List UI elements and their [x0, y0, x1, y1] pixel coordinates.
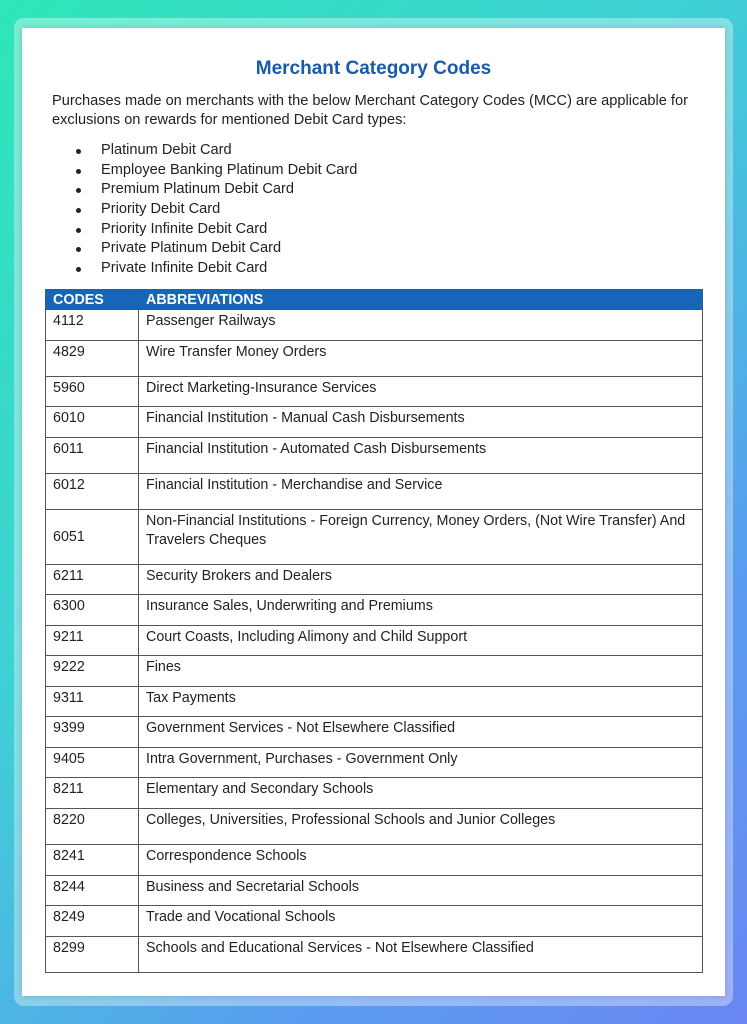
abbreviation-cell: Government Services - Not Elsewhere Classified: [139, 717, 703, 748]
abbreviation-cell: Court Coasts, Including Alimony and Child Support: [139, 626, 703, 656]
code-cell: 9405: [46, 748, 139, 778]
abbreviation-cell: Tax Payments: [139, 687, 703, 717]
code-cell: 6010: [46, 407, 139, 438]
table-row: [46, 876, 703, 906]
code-cell: 6211: [46, 565, 139, 595]
code-cell: 6051: [46, 510, 139, 565]
table-row: [46, 377, 703, 407]
table-row: [46, 937, 703, 973]
header-abbreviations: ABBREVIATIONS: [139, 290, 703, 310]
code-cell: 9211: [46, 626, 139, 656]
list-item: Private Infinite Debit Card: [52, 259, 357, 279]
code-cell: 8220: [46, 809, 139, 845]
table-row: [46, 717, 703, 748]
abbreviation-cell: Business and Secretarial Schools: [139, 876, 703, 906]
table-row: [46, 845, 703, 876]
list-item: Employee Banking Platinum Debit Card: [52, 161, 357, 181]
abbreviation-cell: Wire Transfer Money Orders: [139, 341, 703, 377]
code-cell: 8244: [46, 876, 139, 906]
document-page: [22, 28, 725, 996]
table-row: [46, 474, 703, 510]
table-row: [46, 407, 703, 438]
code-cell: 8249: [46, 906, 139, 937]
abbreviation-cell: Non-Financial Institutions - Foreign Currency, Money Orders, (Not Wire Transfer) And Travelers Cheques: [139, 510, 703, 565]
code-cell: 6011: [46, 438, 139, 474]
abbreviation-cell: Schools and Educational Services - Not Elsewhere Classified: [139, 937, 703, 973]
table-row: [46, 778, 703, 809]
abbreviation-cell: Financial Institution - Merchandise and Service: [139, 474, 703, 510]
table-row: [46, 809, 703, 845]
abbreviation-cell: Security Brokers and Dealers: [139, 565, 703, 595]
code-cell: 4829: [46, 341, 139, 377]
mcc-table: [45, 289, 703, 973]
card-type-list: [52, 141, 357, 279]
code-cell: 9222: [46, 656, 139, 687]
abbreviation-cell: Trade and Vocational Schools: [139, 906, 703, 937]
list-item: Private Platinum Debit Card: [52, 239, 357, 259]
table-row: [46, 341, 703, 377]
table-row: [46, 565, 703, 595]
code-cell: 5960: [46, 377, 139, 407]
abbreviation-cell: Correspondence Schools: [139, 845, 703, 876]
page-title: Merchant Category Codes: [255, 58, 492, 79]
code-cell: 8299: [46, 937, 139, 973]
table-row: [46, 656, 703, 687]
abbreviation-cell: Insurance Sales, Underwriting and Premiums: [139, 595, 703, 626]
abbreviation-cell: Elementary and Secondary Schools: [139, 778, 703, 809]
table-row: [46, 310, 703, 341]
abbreviation-cell: Financial Institution - Automated Cash Disbursements: [139, 438, 703, 474]
table-row: [46, 438, 703, 474]
list-item: Priority Debit Card: [52, 200, 357, 220]
table-row: [46, 510, 703, 565]
abbreviation-cell: Financial Institution - Manual Cash Disbursements: [139, 407, 703, 438]
table-row: [46, 687, 703, 717]
table-row: [46, 626, 703, 656]
code-cell: 8211: [46, 778, 139, 809]
abbreviation-cell: Passenger Railways: [139, 310, 703, 341]
code-cell: 4112: [46, 310, 139, 341]
code-cell: 8241: [46, 845, 139, 876]
abbreviation-cell: Direct Marketing-Insurance Services: [139, 377, 703, 407]
table-row: [46, 595, 703, 626]
abbreviation-cell: Fines: [139, 656, 703, 687]
code-cell: 6300: [46, 595, 139, 626]
header-codes: CODES: [46, 290, 139, 310]
code-cell: 9399: [46, 717, 139, 748]
abbreviation-cell: Colleges, Universities, Professional Schools and Junior Colleges: [139, 809, 703, 845]
list-item: Premium Platinum Debit Card: [52, 180, 357, 200]
code-cell: 9311: [46, 687, 139, 717]
table-row: [46, 748, 703, 778]
list-item: Priority Infinite Debit Card: [52, 220, 357, 240]
list-item: Platinum Debit Card: [52, 141, 357, 161]
table-row: [46, 906, 703, 937]
table-header-row: [46, 290, 703, 310]
code-cell: 6012: [46, 474, 139, 510]
abbreviation-cell: Intra Government, Purchases - Government Only: [139, 748, 703, 778]
intro-paragraph: Purchases made on merchants with the below Merchant Category Codes (MCC) are applicable for exclusions on rewards for mentioned Debit Card types:: [52, 93, 688, 128]
